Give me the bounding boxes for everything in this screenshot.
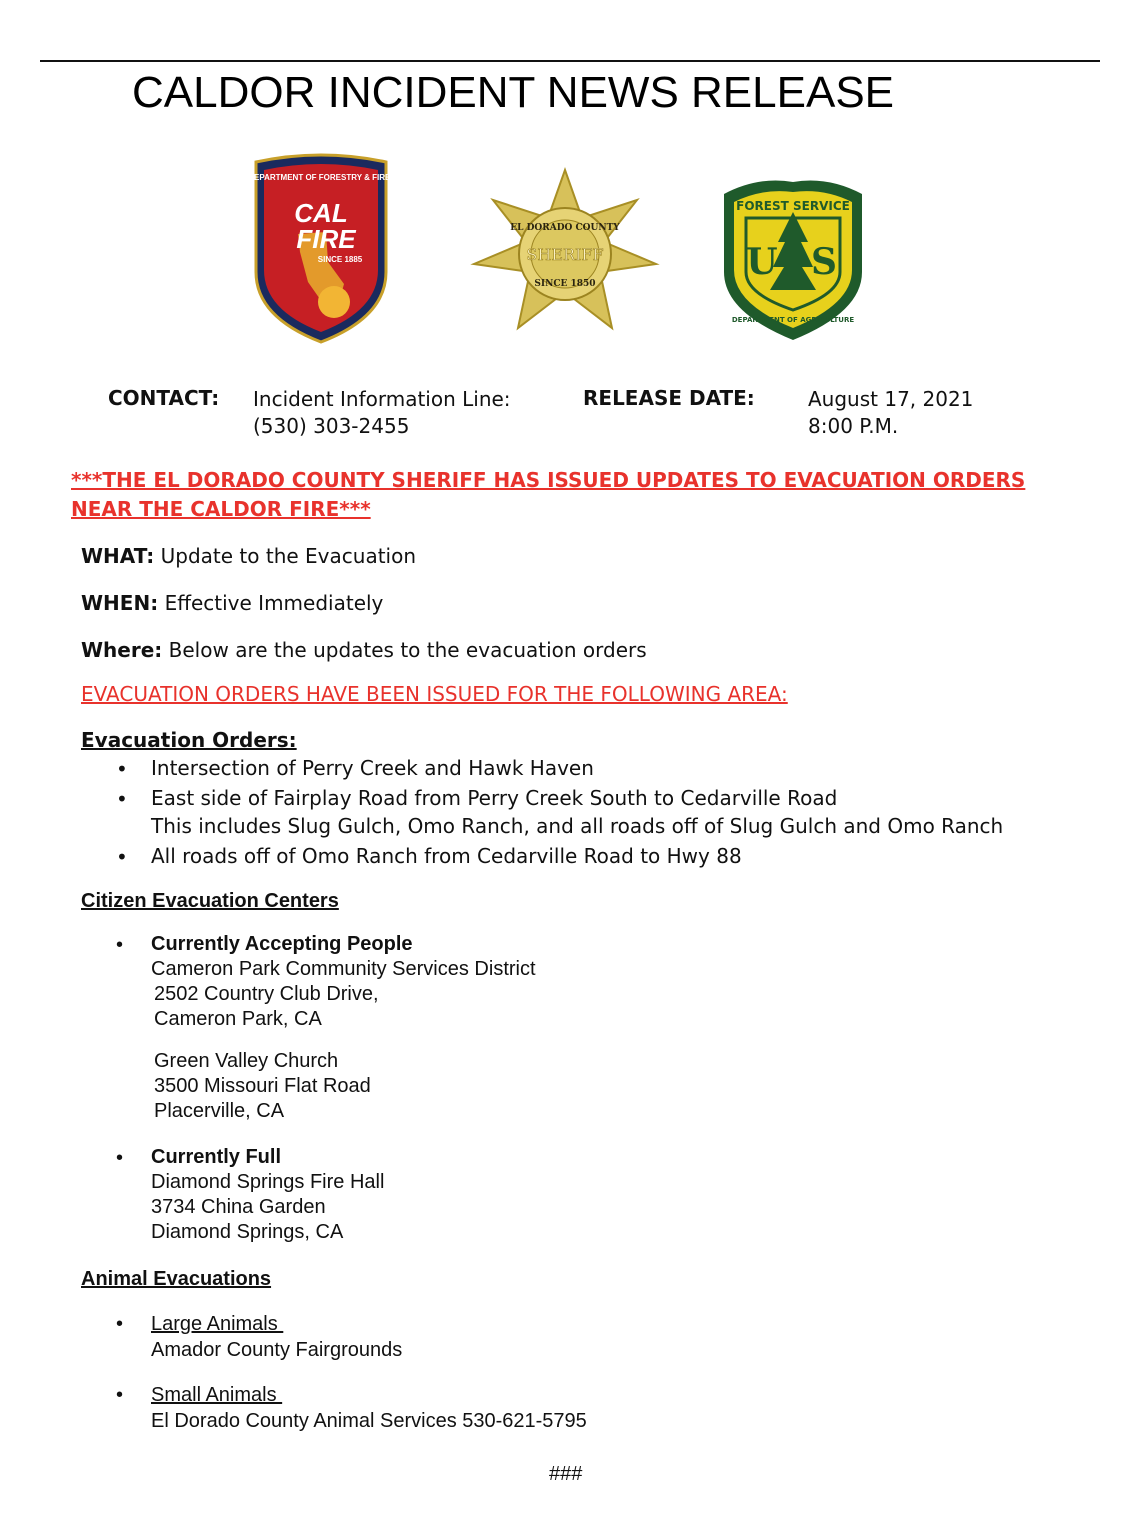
area-notice: EVACUATION ORDERS HAVE BEEN ISSUED FOR THE FOLLOWING AREA: (81, 682, 788, 706)
center-city: Cameron Park, CA (154, 1008, 322, 1030)
release-date: August 17, 2021 (808, 387, 974, 411)
small-animals-block (151, 1382, 587, 1434)
small-animals-label: Small Animals (151, 1384, 283, 1406)
center-name: Cameron Park Community Services District (151, 958, 536, 980)
sheriff-star-logo (472, 168, 658, 344)
where-line (81, 638, 647, 662)
bullet: • (116, 934, 124, 956)
top-rule (40, 60, 1100, 62)
accepting-block (151, 932, 536, 1124)
calfire-ring-text: CALIFORNIA DEPARTMENT OF FORESTRY & FIRE PROTECTION (197, 173, 445, 182)
page-title: CALDOR INCIDENT NEWS RELEASE (132, 68, 895, 117)
usfs-letter-s: S (811, 241, 837, 283)
contact-info (253, 386, 511, 440)
usfs-bottom-text: DEPARTMENT OF AGRICULTURE (731, 316, 855, 324)
bullet: • (116, 1313, 124, 1335)
order-item-1: Intersection of Perry Creek and Hawk Haven (151, 756, 594, 780)
usfs-letter-u: U (746, 241, 778, 283)
centers-heading: Citizen Evacuation Centers (81, 890, 339, 912)
what-value: Update to the Evacuation (160, 544, 417, 568)
full-block (151, 1145, 384, 1245)
sheriff-arc-text: EL DORADO COUNTY (510, 223, 620, 233)
end-marker: ### (549, 1463, 583, 1485)
where-label: Where: (81, 638, 163, 662)
evacuation-orders-heading: Evacuation Orders: (81, 728, 297, 752)
small-animals-place: El Dorado County Animal Services 530-621-5795 (151, 1410, 587, 1432)
order-item-2-note: This includes Slug Gulch, Omo Ranch, and all roads off of Slug Gulch and Omo Ranch (151, 814, 1004, 838)
center-address: 2502 Country Club Drive, (154, 983, 379, 1005)
forest-service-logo (718, 172, 868, 344)
order-item-3: All roads off of Omo Ranch from Cedarville Road to Hwy 88 (151, 844, 742, 868)
what-line (81, 544, 416, 568)
when-line (81, 591, 383, 615)
where-value: Below are the updates to the evacuation orders (168, 638, 647, 662)
large-animals-block (151, 1311, 402, 1363)
contact-label: CONTACT: (108, 386, 220, 410)
calfire-cal-text: CAL (294, 198, 348, 228)
center-address: 3500 Missouri Flat Road (154, 1075, 371, 1097)
calfire-fire-text: FIRE (296, 224, 356, 254)
sheriff-since-text: SINCE 1850 (534, 279, 596, 289)
bullet: • (116, 787, 128, 811)
animals-heading: Animal Evacuations (81, 1268, 272, 1290)
release-date-label: RELEASE DATE: (583, 386, 755, 410)
calfire-logo (197, 152, 445, 344)
contact-phone: (530) 303-2455 (253, 414, 410, 438)
center-city: Placerville, CA (154, 1100, 285, 1122)
large-animals-place: Amador County Fairgrounds (151, 1339, 403, 1361)
release-date-info (808, 386, 973, 440)
alert-headline: ***THE EL DORADO COUNTY SHERIFF HAS ISSUED UPDATES TO EVACUATION ORDERS NEAR THE CALDOR FIRE*** (71, 468, 1026, 521)
large-animals-label: Large Animals (151, 1313, 284, 1335)
contact-line-label: Incident Information Line: (253, 387, 511, 411)
sheriff-word: SHERIFF (526, 245, 604, 264)
order-item-2: East side of Fairplay Road from Perry Creek South to Cedarville Road (151, 786, 838, 810)
bullet: • (116, 757, 128, 781)
full-label: Currently Full (151, 1146, 282, 1168)
bullet: • (116, 1147, 124, 1169)
bullet: • (116, 845, 128, 869)
what-label: WHAT: (81, 544, 155, 568)
bullet: • (116, 1384, 124, 1406)
usfs-top-text: FOREST SERVICE (736, 199, 850, 213)
calfire-since-text: SINCE 1885 (317, 255, 363, 264)
center-city: Diamond Springs, CA (151, 1221, 344, 1243)
accepting-label: Currently Accepting People (151, 933, 413, 955)
when-value: Effective Immediately (164, 591, 384, 615)
center-name: Green Valley Church (154, 1050, 339, 1072)
center-name: Diamond Springs Fire Hall (151, 1171, 385, 1193)
center-address: 3734 China Garden (151, 1196, 326, 1218)
release-time: 8:00 P.M. (808, 414, 899, 438)
when-label: WHEN: (81, 591, 159, 615)
